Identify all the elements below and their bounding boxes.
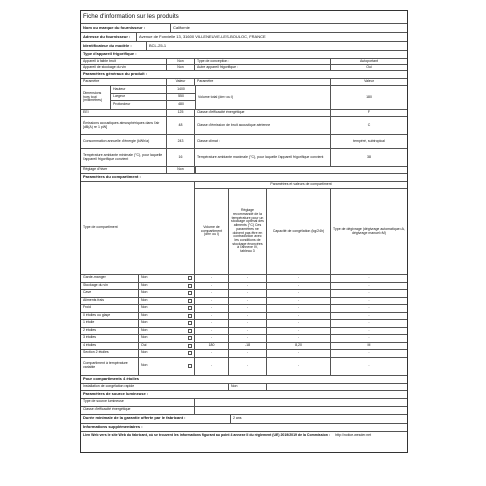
supplier-name-row [81, 24, 407, 33]
light-class-label: Classe d'efficacité énergétique [81, 407, 195, 414]
compartment-present: Non [139, 350, 195, 357]
param-value: tempéré, subtropical [353, 138, 385, 143]
four-star-heading-row [81, 376, 407, 384]
compartments-header-row [81, 182, 407, 275]
compartment-row [81, 343, 407, 351]
compartment-present: Non [139, 320, 195, 327]
volume-value: 180 [366, 94, 372, 99]
param-header: Paramètre [195, 79, 331, 85]
compartment-row [81, 313, 407, 321]
compartment-capacity: - [267, 290, 331, 297]
light-type-label: Type de source lumineuse [81, 399, 195, 406]
winter-label: Réglage d'hiver [81, 167, 167, 173]
param-label: EEI [81, 110, 167, 116]
model-value: BCL-25-1 [149, 42, 167, 48]
param-label: Consommation annuelle d'énergie (kWh/a) [81, 135, 167, 148]
compartment-present: Oui [139, 343, 195, 350]
compartment-group-header: Paramètres et valeurs de compartiment [270, 182, 332, 187]
volume-label: Volume total (dm³ ou l) [195, 86, 331, 109]
compartment-volume: - [195, 350, 229, 357]
light-class-value [195, 407, 407, 414]
compartment-name: 4 étoiles [81, 343, 139, 350]
compartment-temp: - [229, 290, 267, 297]
compartment-defrost: - [368, 282, 370, 287]
guarantee-value: 2 ans [233, 415, 242, 420]
sheet-title-row [81, 11, 407, 24]
compartment-temp: - [229, 335, 267, 342]
general-header-row [81, 79, 407, 86]
compartment-capacity: - [267, 320, 331, 327]
compartment-volume: - [195, 283, 229, 290]
quick-freeze-row [81, 384, 407, 391]
type-label: Appareil de stockage du vin [81, 65, 167, 70]
compartment-volume: - [195, 358, 229, 375]
type-label: Autre appareil frigorifique : [195, 65, 331, 70]
type-value: Autoportant [359, 59, 379, 63]
compartment-capacity: - [267, 350, 331, 357]
extra-heading-row [81, 424, 407, 432]
compartment-defrost: - [368, 275, 370, 280]
winter-row [81, 167, 407, 174]
compartment-row [81, 275, 407, 283]
compartment-capacity: - [267, 298, 331, 305]
compartment-capacity: - [267, 283, 331, 290]
param-label: Classe d'émission de bruit acoustique aérienne [195, 117, 331, 134]
param-header: Paramètre [81, 79, 167, 85]
param-value: 38 [367, 154, 371, 159]
compartment-capacity: - [267, 313, 331, 320]
compartment-volume: - [195, 328, 229, 335]
type-label: Appareil à faible bruit [81, 59, 167, 64]
compartment-capacity: - [267, 358, 331, 375]
compartment-volume: - [195, 305, 229, 312]
value-header: Valeur [364, 79, 374, 84]
compartment-row [81, 290, 407, 298]
compartment-type-header: Type de compartiment [81, 182, 195, 274]
compartment-temp: - [229, 358, 267, 375]
compartment-row [81, 335, 407, 343]
compartment-temp: - [229, 275, 267, 282]
compartment-setting-header: Réglage recommandé de la température pour un stockage optimal des aliments (°C) Ces paramètres ne doivent pas être en contradiction avec les conditions de stockage énoncées à l'annexe IV, tableau 3 [229, 189, 267, 274]
supplier-address-row [81, 33, 407, 42]
light-heading-row [81, 391, 407, 399]
compartment-present: Non [139, 358, 195, 375]
quick-freeze-value: Non [229, 384, 267, 390]
param-label: Température ambiante maximale (°C), pour laquelle l'appareil frigorifique convient [195, 149, 331, 166]
compartment-volume: - [195, 313, 229, 320]
compartment-row [81, 298, 407, 306]
param-value: F [367, 110, 371, 115]
general-heading: Paramètres généraux du produit : [83, 71, 148, 77]
compartment-present: Non [139, 298, 195, 305]
compartment-defrost: - [368, 335, 370, 340]
compartment-name: Garde-manger [81, 275, 139, 282]
type-value: Oui [366, 65, 372, 69]
compartment-name: Stockage du vin [81, 283, 139, 290]
param-value: 16 [167, 149, 195, 166]
compartment-defrost: - [368, 297, 370, 302]
compartment-temp: - [229, 350, 267, 357]
general-row [81, 110, 407, 117]
quick-freeze-label: Installation de congélation rapide [81, 384, 229, 390]
supplier-address-label: Adresse du fournisseur : [81, 33, 137, 41]
compartment-temp: - [229, 305, 267, 312]
compartments-heading: Paramètres du compartiment : [83, 174, 141, 180]
compartment-volume: - [195, 298, 229, 305]
param-value: 125 [167, 110, 195, 116]
type-heading: Type d'appareil frigorifique : [83, 51, 137, 57]
supplier-name-value: Californie [173, 24, 190, 30]
dimension-value: 480 [178, 102, 184, 107]
compartment-capacity-header: Capacité de congélation (kg/24h) [267, 189, 331, 274]
light-type-value [195, 399, 407, 406]
compartment-volume: - [195, 290, 229, 297]
general-row [81, 135, 407, 149]
compartment-name: 0 étoiles ou glaçe [81, 313, 139, 320]
compartment-name: 2 étoiles [81, 328, 139, 335]
compartment-row [81, 328, 407, 336]
type-label: Type de conception : [195, 59, 331, 64]
compartment-row [81, 283, 407, 291]
compartment-defrost-header: Type de dégivrage (dégivrage automatique=A, dégivrage manuel=M) [333, 226, 405, 235]
compartment-defrost: - [368, 312, 370, 317]
compartment-capacity: - [267, 335, 331, 342]
compartment-row [81, 350, 407, 358]
compartment-temp: - [229, 328, 267, 335]
compartment-present: Non [139, 328, 195, 335]
compartment-defrost: - [368, 320, 370, 325]
extra-heading: Informations supplémentaires : [83, 423, 143, 429]
dimension-label: Hauteur [111, 86, 167, 93]
guarantee-row [81, 415, 407, 424]
compartment-defrost: - [368, 327, 370, 332]
light-class-row [81, 407, 407, 415]
winter-value: Non [167, 167, 195, 173]
compartment-temp: - [229, 283, 267, 290]
compartment-present: Non [139, 313, 195, 320]
compartment-defrost: M [367, 342, 371, 347]
compartment-name: Compartiment à température variable [81, 358, 139, 375]
dimension-label: Largeur [111, 94, 167, 101]
compartment-volume: - [195, 335, 229, 342]
compartment-name: 1 étoile [81, 320, 139, 327]
param-value: 48 [167, 117, 195, 134]
compartment-volume: 180 [195, 343, 229, 350]
extra-text-row [81, 432, 407, 452]
param-label: Température ambiante minimale (°C), pour laquelle l'appareil frigorifique convient [81, 149, 167, 166]
compartment-capacity: - [267, 305, 331, 312]
dimension-value: 550 [178, 94, 184, 99]
model-row [81, 42, 407, 51]
dimensions-row [81, 86, 407, 110]
compartment-name: Section 2 étoiles [81, 350, 139, 357]
extra-text [81, 432, 407, 452]
compartment-volume-header: Volume de compartiment (dm³ ou l) [195, 189, 229, 274]
sheet-title: Fiche d'information sur les produits [83, 12, 179, 20]
compartment-capacity: - [267, 328, 331, 335]
compartment-defrost: - [368, 350, 370, 355]
compartment-temp: - [229, 298, 267, 305]
light-heading: Paramètres de source lumineuse : [83, 390, 149, 396]
dimension-value: 1400 [177, 86, 185, 91]
four-star-heading: Pour compartiments 4 étoiles [83, 375, 140, 381]
compartment-volume: - [195, 320, 229, 327]
supplier-address-value: Avenue de Fonvielle 13, 31600 VILLENEUVE-LES-BOULOC, FRANCE [139, 33, 266, 39]
light-type-row [81, 399, 407, 407]
param-value: C [367, 122, 371, 127]
dimensions-label: Dimensions hors tout (millimètres) [81, 86, 111, 109]
type-value: Non [167, 65, 195, 70]
compartment-present: Non [139, 305, 195, 312]
compartment-name: Aliments frais [81, 298, 139, 305]
compartment-capacity: 8,20 [267, 343, 331, 350]
compartment-present: Non [139, 275, 195, 282]
model-label: Identificateur du modèle : [81, 42, 147, 50]
type-heading-row [81, 51, 407, 59]
compartment-name: Froid [81, 305, 139, 312]
compartment-name: Cave [81, 290, 139, 297]
compartment-present: Non [139, 335, 195, 342]
compartment-present: Non [139, 290, 195, 297]
compartment-temp: - [229, 313, 267, 320]
compartment-row [81, 320, 407, 328]
param-label: Émissions acoustiques atmosphériques dans l'air [dB(A) re 1 pW] [81, 117, 167, 134]
compartment-defrost: - [368, 363, 370, 368]
compartment-volume: - [195, 275, 229, 282]
extra-text-body: Lien Web vers le site Web du fabricant, où se trouvent les informations figurant au point 4 annexe II du règlement (UE) 2019/2019 de la Commission : [83, 432, 331, 437]
param-value: 243 [167, 135, 195, 148]
compartment-defrost: - [368, 305, 370, 310]
compartment-row [81, 305, 407, 313]
value-header: Valeur [167, 79, 195, 85]
compartment-row [81, 358, 407, 376]
manufacturer-link[interactable]: http://notice.wesder.net [335, 432, 372, 437]
compartment-temp: -18 [229, 343, 267, 350]
param-label: Classe climat : [195, 135, 331, 148]
compartment-capacity: - [267, 275, 331, 282]
compartment-temp: - [229, 320, 267, 327]
dimension-label: Profondeur [111, 101, 167, 109]
type-value: Non [167, 59, 195, 64]
compartments-heading-row [81, 174, 407, 182]
product-information-sheet [80, 10, 408, 453]
param-label: Classe d'efficacité énergétique [195, 110, 331, 116]
general-row [81, 149, 407, 167]
guarantee-label: Durée minimale de la garantie offerte par le fabricant : [81, 415, 231, 423]
compartment-defrost: - [368, 290, 370, 295]
compartment-name: 3 étoiles [81, 335, 139, 342]
general-heading-row [81, 71, 407, 79]
supplier-name-label: Nom ou marque du fournisseur : [81, 24, 171, 32]
compartment-present: Non [139, 283, 195, 290]
general-row [81, 117, 407, 135]
